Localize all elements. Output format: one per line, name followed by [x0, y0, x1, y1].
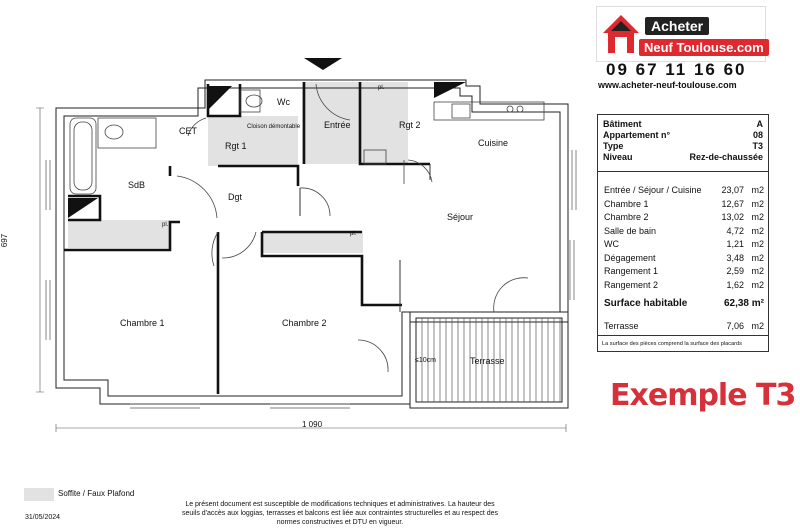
label-chambre1: Chambre 1	[120, 318, 165, 328]
room-row	[604, 198, 764, 212]
terrasse-row	[604, 321, 764, 331]
surface-table	[597, 114, 769, 352]
divider	[598, 335, 768, 336]
label-entree: Entrée	[324, 120, 351, 130]
document-date: 31/05/2024	[25, 514, 61, 521]
room-name: Chambre 1	[604, 198, 649, 209]
label-sejour: Séjour	[447, 212, 474, 222]
batiment-label: Bâtiment	[603, 119, 642, 129]
label-chambre2: Chambre 2	[282, 318, 327, 328]
website-link[interactable]: www.acheter-neuf-toulouse.com	[598, 80, 737, 90]
terrasse-label: Terrasse	[604, 321, 639, 331]
label-pl-1: pl.	[378, 85, 385, 91]
logo-line1: Acheter	[645, 17, 709, 35]
room-unit: m2	[751, 185, 764, 195]
house-icon	[601, 13, 641, 55]
surface-note: La surface des pièces comprend la surface des placards	[602, 341, 742, 347]
label-cet: CET	[179, 126, 197, 136]
label-terrasse: Terrasse	[470, 356, 505, 366]
disclaimer-text: Le présent document est susceptible de modifications techniques et administratives. La hauteur des seuils d'accès aux loggias, terrasses et balcons est liée aux contraintes structurelles et au respect des normes constructives et DTU en vigueur.	[181, 501, 499, 526]
room-unit: m2	[751, 279, 764, 290]
room-list	[604, 184, 764, 292]
room-row	[604, 211, 764, 225]
soffit-legend-text: Soffite / Faux Plafond	[58, 489, 135, 498]
niveau-label: Niveau	[603, 152, 633, 162]
room-area: 2,59	[726, 266, 744, 276]
divider	[598, 171, 768, 172]
terrasse-unit: m2	[751, 321, 764, 331]
dimension-height: 697	[0, 233, 10, 248]
room-area: 23,07	[721, 185, 744, 195]
total-label: Surface habitable	[604, 298, 688, 309]
batiment-value: A	[756, 119, 763, 129]
example-label: Exemple T3	[610, 378, 796, 413]
label-cuisine: Cuisine	[478, 138, 509, 148]
room-name: Entrée / Séjour / Cuisine	[604, 185, 702, 195]
phone-number[interactable]: 09 67 11 16 60	[606, 60, 747, 79]
room-unit: m2	[751, 266, 764, 276]
type-label: Type	[603, 141, 624, 151]
room-name: Salle de bain	[604, 225, 657, 236]
room-name: Rangement 1	[604, 266, 659, 276]
appartement-value: 08	[752, 130, 763, 140]
room-unit: m2	[751, 212, 764, 222]
label-sdb: SdB	[128, 180, 146, 190]
logo-line2: Neuf Toulouse.com	[639, 39, 769, 56]
room-area: 12,67	[721, 198, 744, 209]
type-value: T3	[752, 141, 763, 151]
label-seuil: ≤10cm	[415, 357, 436, 364]
room-row	[604, 184, 764, 198]
total-value: 62,38 m²	[723, 298, 764, 309]
room-unit: m2	[751, 252, 764, 263]
terrasse-value: 7,06	[726, 321, 744, 331]
room-name: Chambre 2	[604, 212, 649, 222]
room-unit: m2	[751, 198, 764, 209]
room-area: 13,02	[721, 212, 744, 222]
apartment-header	[603, 119, 763, 163]
niveau-value: Rez-de-chaussée	[689, 152, 763, 162]
room-area: 1,62	[726, 279, 744, 290]
room-row	[604, 265, 764, 279]
label-pl-3: pl.	[350, 231, 357, 237]
label-dgt: Dgt	[228, 192, 243, 202]
room-area: 1,21	[726, 239, 744, 249]
appartement-label: Appartement n°	[603, 130, 671, 140]
room-row	[604, 252, 764, 266]
room-name: Dégagement	[604, 252, 656, 263]
room-unit: m2	[751, 239, 764, 249]
room-row	[604, 238, 764, 252]
label-pl-2: pl.	[162, 222, 169, 228]
label-rgt2: Rgt 2	[399, 120, 421, 130]
room-row	[604, 225, 764, 239]
room-unit: m2	[751, 225, 764, 236]
room-area: 3,48	[726, 252, 744, 263]
dimension-width: 1 090	[302, 420, 323, 429]
room-row	[604, 279, 764, 293]
total-row	[604, 298, 764, 309]
brand-logo[interactable]	[596, 6, 766, 62]
label-wc: Wc	[277, 97, 290, 107]
room-area: 4,72	[726, 225, 744, 236]
room-name: Rangement 2	[604, 279, 659, 290]
label-cloison: Cloison démontable	[247, 124, 301, 130]
soffit-legend-swatch	[24, 488, 54, 501]
room-name: WC	[604, 239, 619, 249]
label-rgt1: Rgt 1	[225, 141, 247, 151]
